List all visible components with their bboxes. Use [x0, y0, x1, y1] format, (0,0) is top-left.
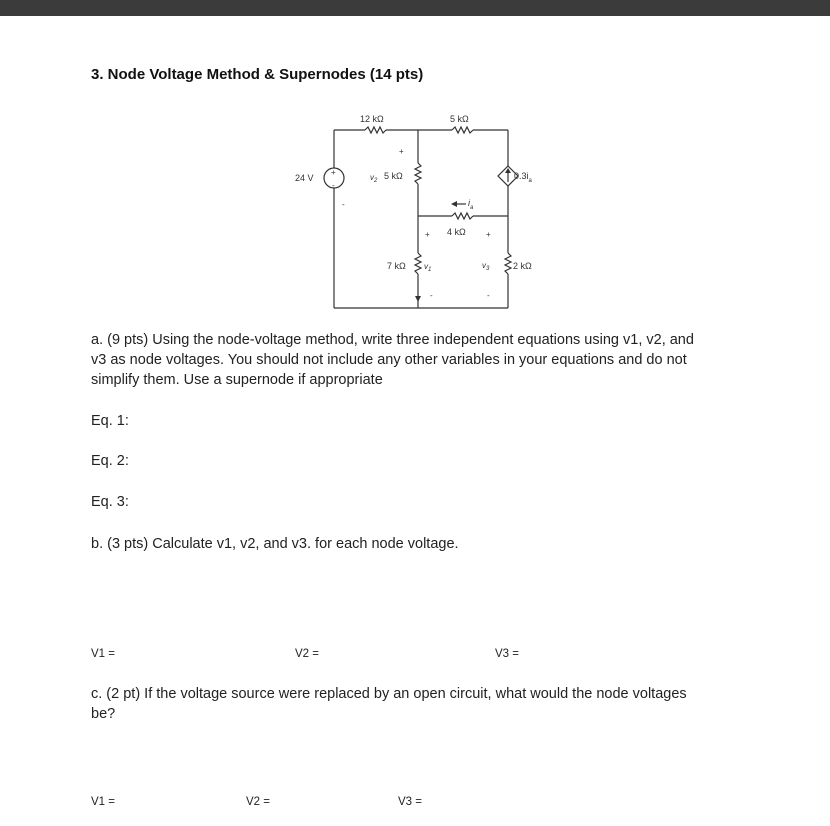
part-a-line-2: v3 as node voltages. You should not include any other variables in your equations and do not: [91, 352, 687, 368]
ground-arrow: [415, 296, 421, 302]
v1-minus: -: [430, 291, 433, 300]
label-24v: 24 V: [295, 173, 314, 183]
current-arrow-head: [451, 201, 457, 207]
resistor-2k: [505, 253, 511, 274]
label-ia: $i_a$: [468, 198, 474, 211]
problem-title: 3. Node Voltage Method & Supernodes (14 pts): [91, 66, 424, 83]
resistor-5k-mid: [415, 163, 421, 184]
left-minus: -: [342, 200, 345, 209]
mid-plus: +: [399, 147, 404, 156]
source-plus: +: [331, 168, 336, 177]
source-minus: -: [332, 181, 335, 190]
node-v2-label: $v_2$: [370, 173, 378, 184]
label-12k: 12 kΩ: [360, 114, 384, 124]
label-4k: 4 kΩ: [447, 227, 466, 237]
label-5k-mid: 5 kΩ: [384, 171, 403, 181]
part-a-line-1: a. (9 pts) Using the node-voltage method, write three independent equations using v1, v2, and: [91, 332, 694, 348]
answer-c-v2: V2 =: [246, 796, 270, 808]
part-b-text: b. (3 pts) Calculate v1, v2, and v3. for each node voltage.: [91, 536, 459, 552]
resistor-4k: [452, 213, 473, 219]
part-c-line-1: c. (2 pt) If the voltage source were replaced by an open circuit, what would the node voltages: [91, 686, 687, 702]
answer-b-v2: V2 =: [295, 648, 319, 660]
label-7k: 7 kΩ: [387, 261, 406, 271]
node-v1-label: $v_1$: [424, 262, 432, 273]
eq-1-label: Eq. 1:: [91, 413, 129, 429]
resistor-7k: [415, 253, 421, 274]
label-5k-top: 5 kΩ: [450, 114, 469, 124]
v3-minus: -: [487, 291, 490, 300]
eq-3-label: Eq. 3:: [91, 494, 129, 510]
answer-b-v1: V1 =: [91, 648, 115, 660]
answer-b-v3: V3 =: [495, 648, 519, 660]
answer-c-v3: V3 =: [398, 796, 422, 808]
answer-c-v1: V1 =: [91, 796, 115, 808]
h-plus-right: +: [486, 230, 491, 239]
eq-2-label: Eq. 2:: [91, 453, 129, 469]
node-v3-label: $v_3$: [482, 261, 490, 272]
label-dep-source: $0.3i_a$: [514, 171, 532, 184]
h-plus-left: +: [425, 230, 430, 239]
resistor-12k: [365, 127, 386, 133]
label-2k: 2 kΩ: [513, 261, 532, 271]
circuit-diagram: [280, 108, 560, 318]
resistor-5k-top: [452, 127, 473, 133]
top-bar: [0, 0, 830, 16]
part-c-line-2: be?: [91, 706, 116, 722]
part-a-line-3: simplify them. Use a supernode if appropriate: [91, 372, 383, 388]
